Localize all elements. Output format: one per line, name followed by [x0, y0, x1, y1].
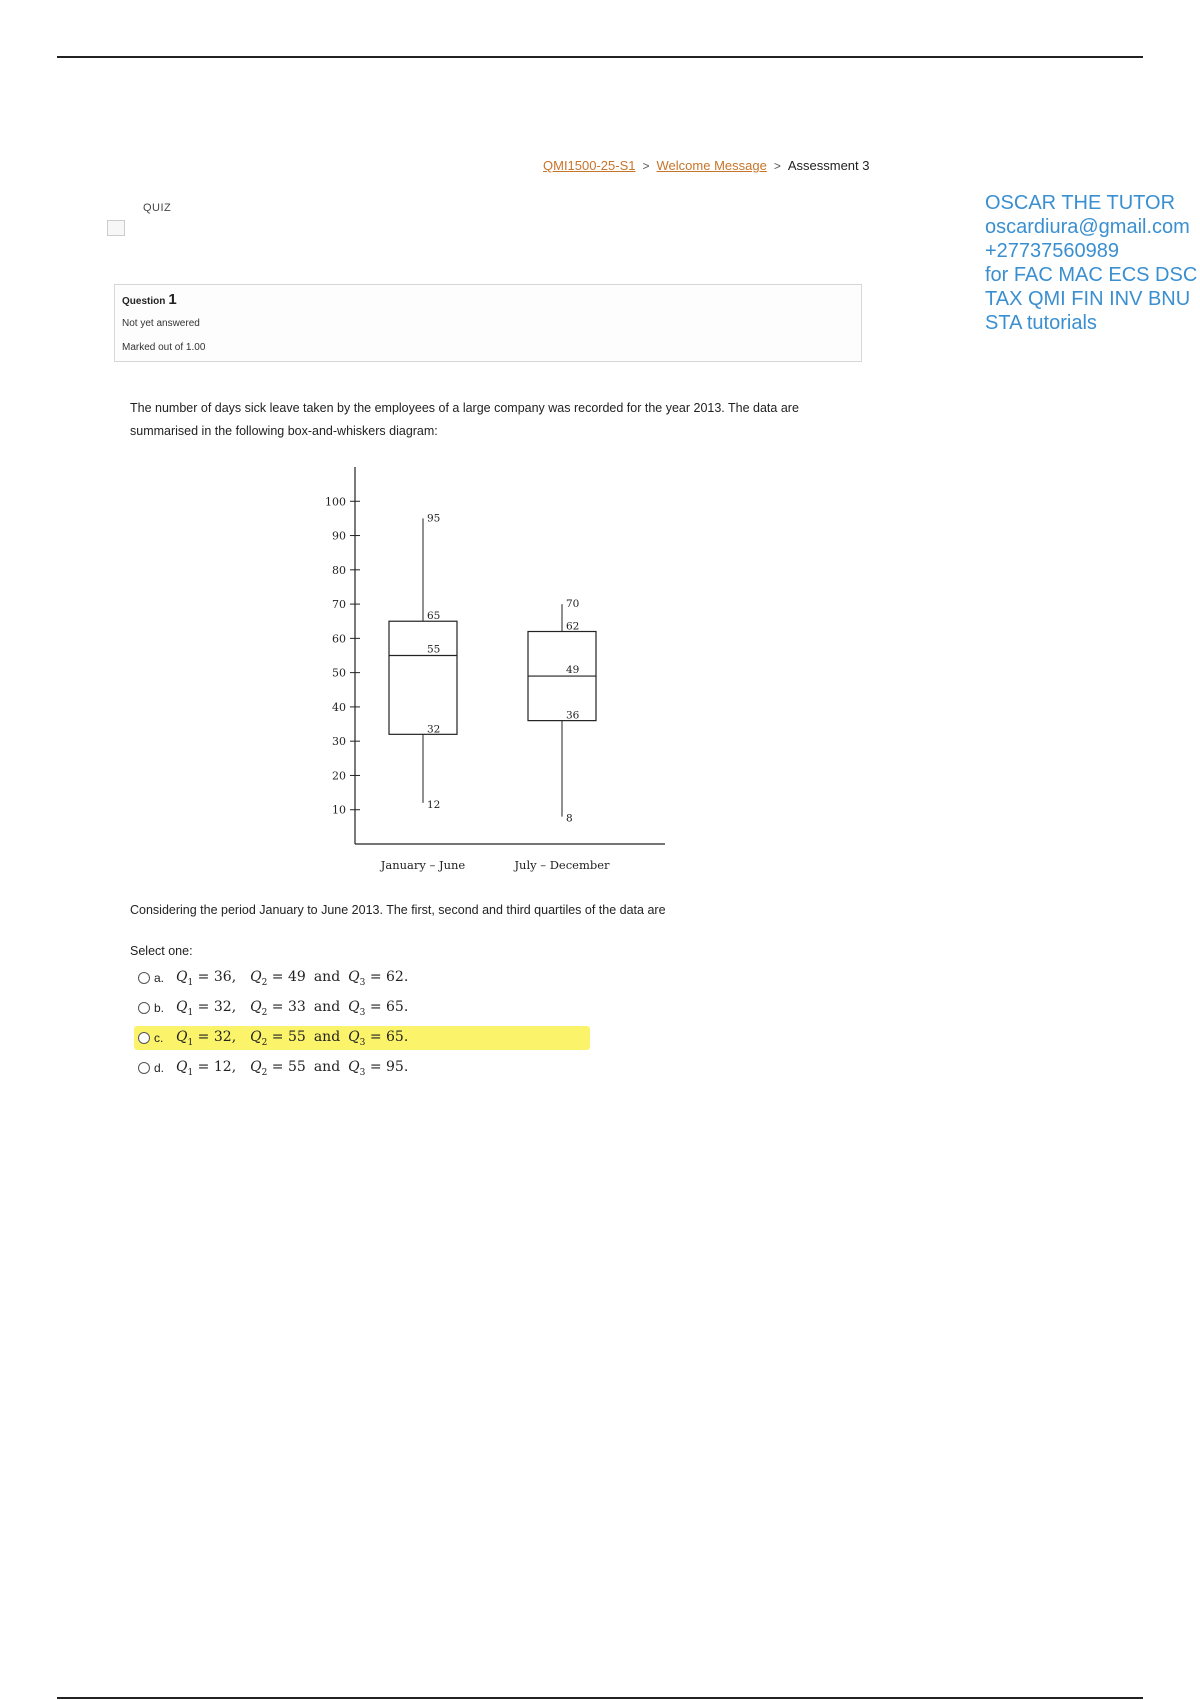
tutor-line2: TAX QMI FIN INV BNU: [985, 288, 1191, 310]
question-status: Not yet answered: [122, 318, 200, 329]
question-prompt: Considering the period January to June 2013. The first, second and third quartiles of the data are: [130, 903, 666, 917]
min-label: 12: [427, 798, 441, 811]
q3-label: 62: [566, 620, 580, 633]
quiz-label: QUIZ: [143, 202, 172, 214]
answer-option[interactable]: [138, 993, 408, 1023]
radio-button[interactable]: [138, 1002, 150, 1014]
radio-button[interactable]: [138, 972, 150, 984]
option-math: $Q_1 = 12$, $Q_2 = 55$ and $Q_3 = 95$.: [176, 1058, 409, 1078]
tutor-watermark: [985, 191, 1197, 335]
breadcrumb-section-link[interactable]: Welcome Message: [656, 158, 767, 173]
option-letter: c.: [154, 1031, 164, 1045]
breadcrumb-separator: >: [773, 159, 781, 173]
y-tick-label: 30: [332, 735, 346, 749]
question-marks: Marked out of 1.00: [122, 342, 206, 353]
y-tick-label: 80: [332, 563, 346, 577]
category-label: January – June: [380, 858, 466, 872]
radio-button[interactable]: [138, 1062, 150, 1074]
box: [389, 621, 457, 734]
breadcrumb-course-link[interactable]: QMI1500-25-S1: [543, 158, 636, 173]
max-label: 95: [427, 512, 441, 525]
select-one-label: Select one:: [130, 944, 193, 958]
option-letter: a.: [154, 971, 165, 985]
q1-label: 32: [427, 723, 441, 736]
tutor-phone: +27737560989: [985, 240, 1120, 262]
tutor-email: oscardiura@gmail.com: [985, 216, 1190, 238]
y-tick-label: 10: [332, 803, 346, 817]
option-math: $Q_1 = 36$, $Q_2 = 49$ and $Q_3 = 62$.: [176, 968, 409, 988]
answer-options: [138, 963, 408, 1083]
median-label: 49: [566, 664, 580, 677]
option-math: $Q_1 = 32$, $Q_2 = 55$ and $Q_3 = 65$.: [176, 1028, 409, 1048]
tutor-line1: for FAC MAC ECS DSC: [985, 264, 1198, 286]
y-tick-label: 90: [332, 529, 346, 543]
y-tick-label: 50: [332, 666, 346, 680]
top-rule: [57, 56, 1143, 58]
radio-button[interactable]: [138, 1032, 150, 1044]
tutor-name: OSCAR THE TUTOR: [985, 192, 1176, 214]
tutor-line3: STA tutorials: [985, 312, 1097, 334]
question-number: Question 1: [122, 291, 177, 308]
min-label: 8: [566, 812, 573, 825]
category-label: July – December: [514, 858, 610, 872]
quiz-icon: [107, 220, 125, 236]
q3-label: 65: [427, 610, 441, 623]
median-label: 55: [427, 643, 441, 656]
option-letter: b.: [154, 1001, 165, 1015]
question-text: The number of days sick leave taken by the employees of a large company was recorded for the year 2013. The data are summarised in the following box-and-whiskers diagram:: [130, 401, 799, 438]
breadcrumb: [543, 158, 870, 173]
y-tick-label: 70: [332, 598, 346, 612]
bottom-rule: [57, 1697, 1143, 1699]
answer-option[interactable]: [138, 963, 408, 993]
answer-option[interactable]: [138, 1023, 408, 1053]
max-label: 70: [566, 598, 580, 611]
option-math: $Q_1 = 32$, $Q_2 = 33$ and $Q_3 = 65$.: [176, 998, 409, 1018]
y-tick-label: 40: [332, 700, 346, 714]
y-tick-label: 100: [325, 495, 346, 509]
q1-label: 36: [566, 709, 580, 722]
breadcrumb-current: Assessment 3: [787, 158, 870, 173]
y-tick-label: 20: [332, 769, 346, 783]
answer-option[interactable]: [138, 1053, 408, 1083]
option-letter: d.: [154, 1061, 165, 1075]
question-info-box: [114, 284, 862, 362]
breadcrumb-separator: >: [642, 159, 650, 173]
box-plot-chart: [310, 452, 690, 882]
y-tick-label: 60: [332, 632, 346, 646]
